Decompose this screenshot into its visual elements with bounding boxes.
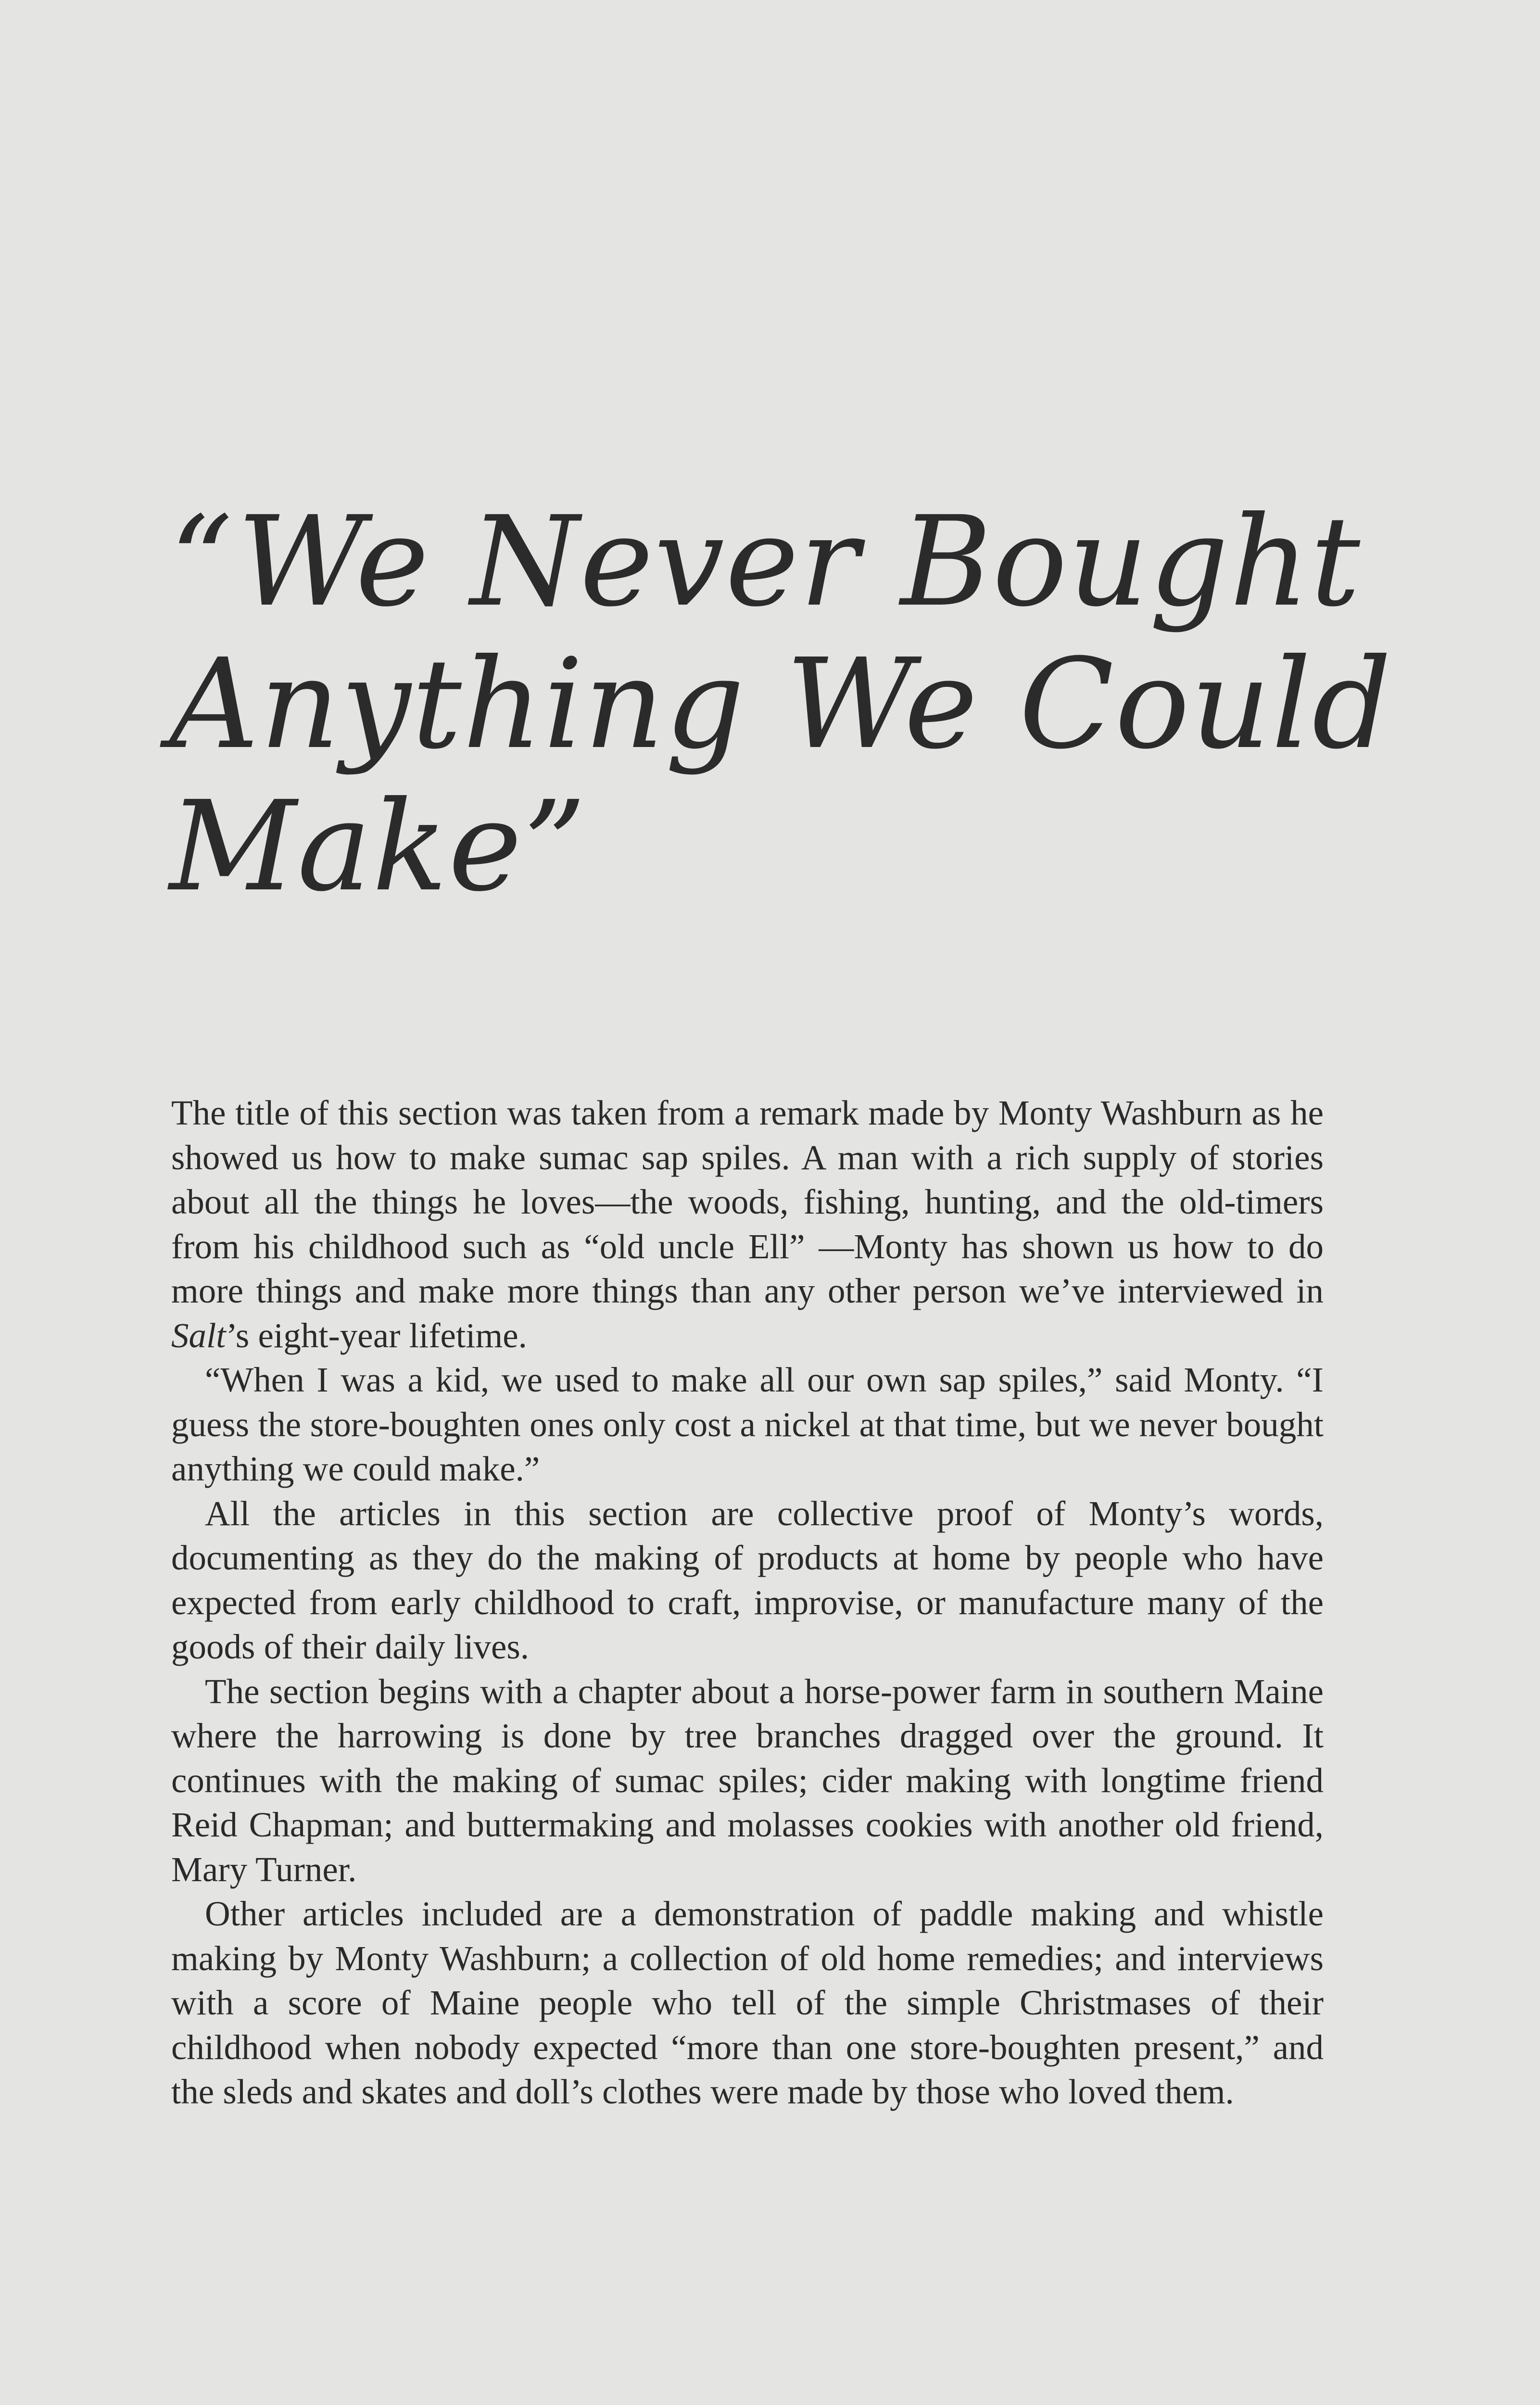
body-text bbox=[171, 1091, 1324, 2114]
paragraph-3: All the articles in this section are collective proof of Monty’s words, documenting as they do the making of products at home by people who have expected from early childhood to craft, improvise, or manufacture many of the goods of their daily lives. bbox=[171, 1494, 1324, 1666]
paragraph-5: Other articles included are a demonstration of paddle making and whistle making by Monty Washburn; a collection of old home remedies; and interviews with a score of Maine people who tell of the simple Christmases of their childhood when nobody expected “more than one store-boughten present,” and the sleds and skates and doll’s clothes were made by those who loved them. bbox=[171, 1894, 1324, 2111]
paragraph-4: The section begins with a chapter about a horse-power farm in southern Maine where the harrowing is done by tree branches dragged over the ground. It continues with the making of sumac spiles; cider making with longtime friend Reid Chapman; and buttermaking and molasses cookies with another old friend, Mary Turner. bbox=[171, 1671, 1324, 1889]
section-title bbox=[169, 490, 1393, 919]
section-title-line-3: Make” bbox=[169, 774, 587, 919]
magazine-name: Salt bbox=[171, 1316, 226, 1355]
section-title-line-1: “We Never Bought bbox=[169, 490, 1362, 634]
paragraph-1 bbox=[171, 1091, 1324, 1358]
section-title-line-2: Anything We Could bbox=[169, 632, 1393, 776]
paragraph-2: “When I was a kid, we used to make all our own sap spiles,” said Monty. “I guess the store-boughten ones only cost a nickel at that time, but we never bought anything we could make.” bbox=[171, 1360, 1324, 1488]
paragraph-1-text-before: The title of this section was taken from a remark made by Monty Washburn as he showed us how to make sumac sap spiles. A man with a rich supply of stories about all the things he loves—the woods, fishing, hunting, and the old-timers from his childhood such as “old uncle Ell” —Monty has shown us how to do more things and make more things than any other person we’ve interviewed in bbox=[171, 1093, 1324, 1310]
paragraph-1-text-after: ’s eight-year lifetime. bbox=[226, 1316, 527, 1355]
